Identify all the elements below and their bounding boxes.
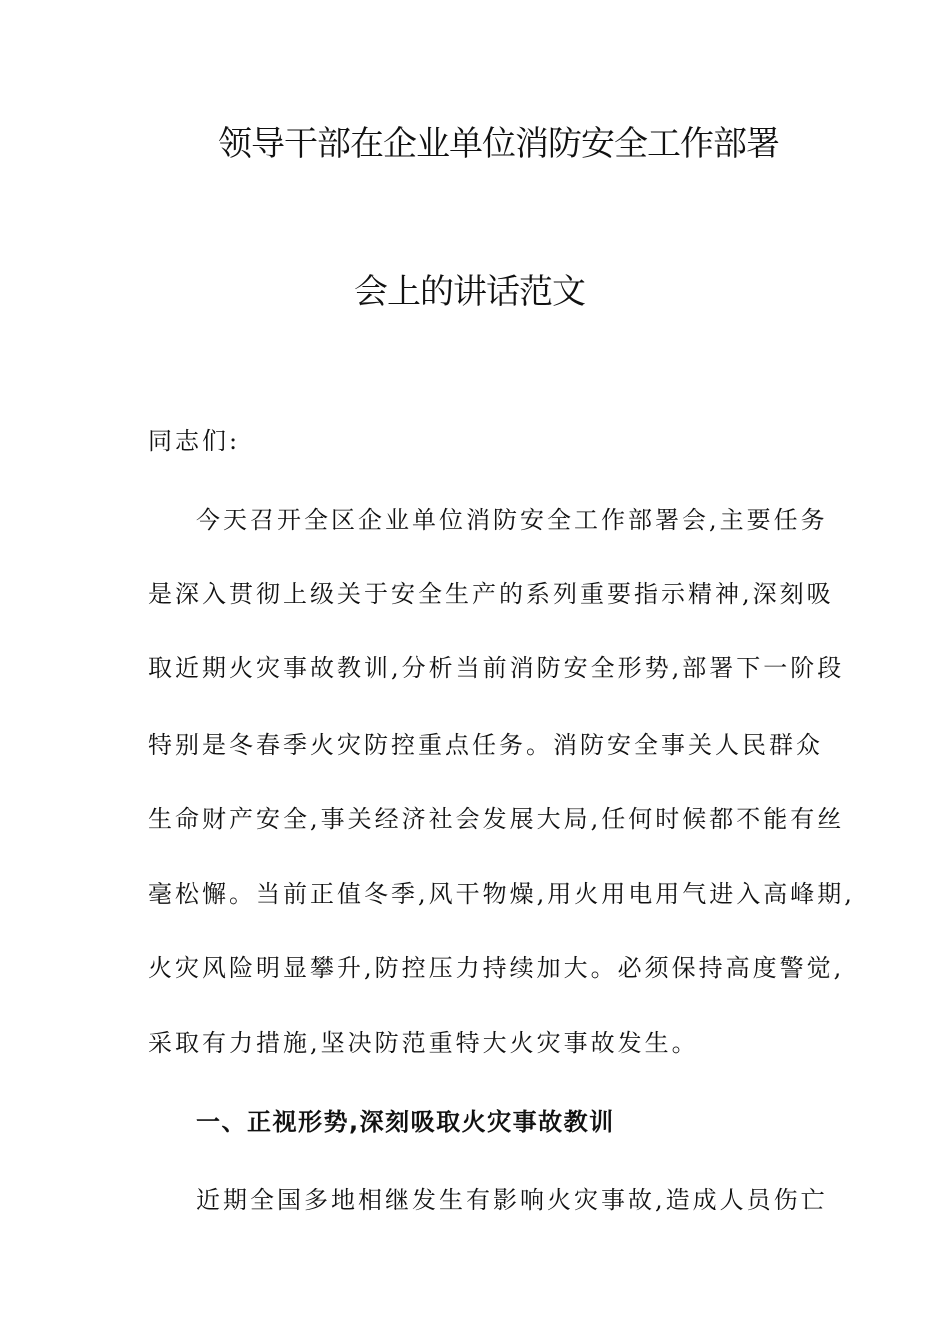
document-title-line-1: 领导干部在企业单位消防安全工作部署	[218, 124, 779, 164]
paragraph-1-line-3: 取近期火灾事故教训,分析当前消防安全形势,部署下一阶段	[148, 654, 845, 682]
section-1-paragraph-line-1: 近期全国多地相继发生有影响火灾事故,造成人员伤亡	[196, 1186, 828, 1214]
document-title-line-2: 会上的讲话范文	[354, 272, 585, 312]
section-1-heading: 一、正视形势,深刻吸取火灾事故教训	[196, 1108, 615, 1136]
paragraph-1-line-1: 今天召开全区企业单位消防安全工作部署会,主要任务	[196, 506, 828, 534]
paragraph-1-line-8: 采取有力措施,坚决防范重特大火灾事故发生。	[148, 1029, 699, 1057]
paragraph-1-line-4: 特别是冬春季火灾防控重点任务。消防安全事关人民群众	[148, 731, 823, 759]
paragraph-1-line-2: 是深入贯彻上级关于安全生产的系列重要指示精神,深刻吸	[148, 580, 834, 608]
paragraph-1-line-5: 生命财产安全,事关经济社会发展大局,任何时候都不能有丝	[148, 805, 845, 833]
paragraph-1-line-6: 毫松懈。当前正值冬季,风干物燥,用火用电用气进入高峰期,	[148, 880, 855, 908]
salutation: 同志们:	[148, 427, 241, 455]
paragraph-1-line-7: 火灾风险明显攀升,防控压力持续加大。必须保持高度警觉,	[148, 954, 845, 982]
